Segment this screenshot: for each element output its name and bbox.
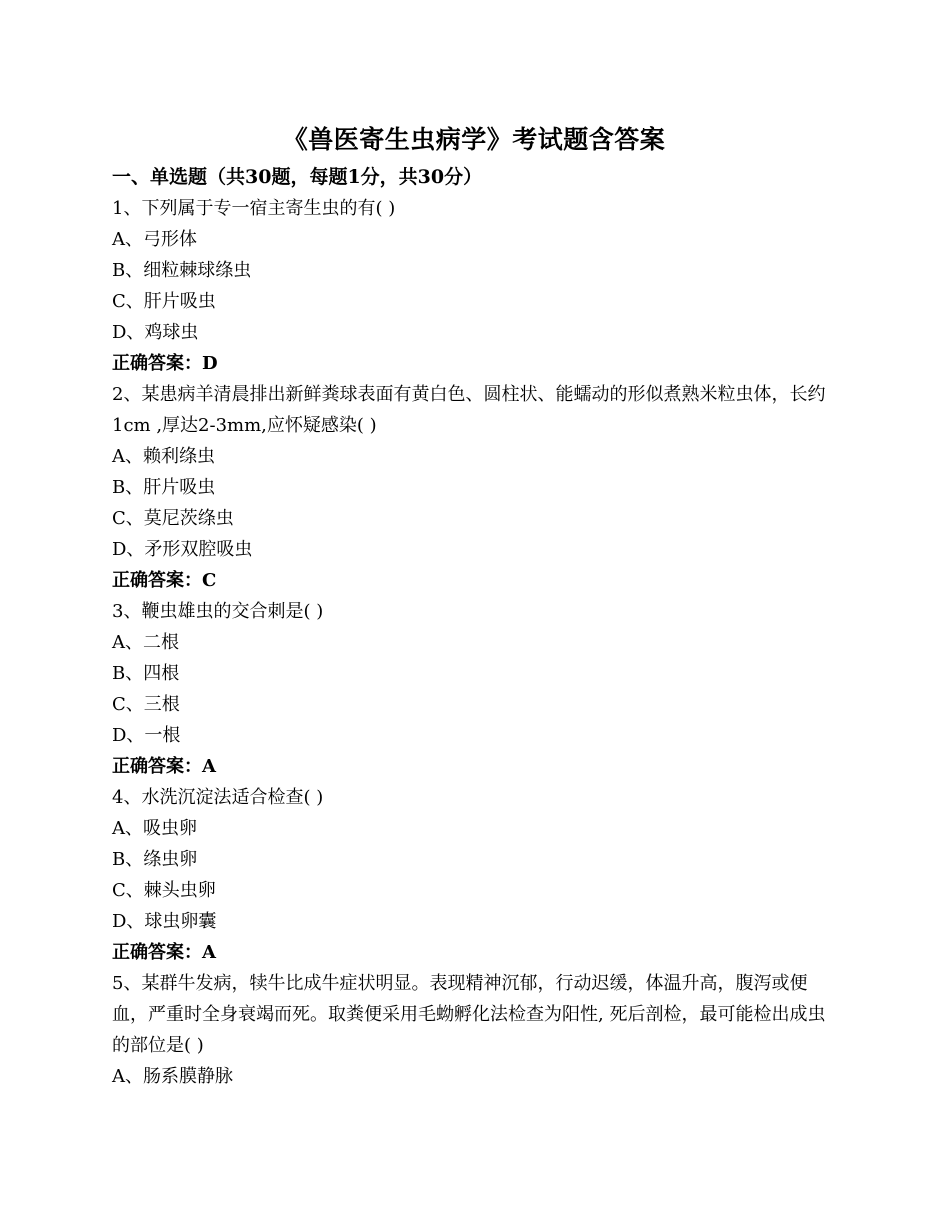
option-d: D、球虫卵囊: [112, 911, 217, 932]
option-c: C、棘头虫卵: [112, 880, 216, 901]
option-b: B、肝片吸虫: [112, 477, 216, 498]
option-b: B、四根: [112, 663, 180, 684]
option-d: D、矛形双腔吸虫: [112, 539, 253, 560]
option-a: A、二根: [112, 632, 179, 653]
option-c: C、三根: [112, 694, 180, 715]
option-a: A、吸虫卵: [112, 818, 197, 839]
option-a: A、赖利绦虫: [112, 446, 215, 467]
question-1: [112, 193, 836, 379]
question-stem: 4、水洗沉淀法适合检查( ): [112, 787, 324, 808]
correct-answer: 正确答案：A: [112, 942, 216, 963]
question-stem: 1、下列属于专一宿主寄生虫的有( ): [112, 198, 396, 219]
question-4: [112, 782, 836, 968]
option-c: C、肝片吸虫: [112, 291, 216, 312]
option-a: A、肠系膜静脉: [112, 1066, 233, 1087]
question-stem: 2、某患病羊清晨排出新鲜粪球表面有黄白色、圆柱状、能蠕动的形似煮熟米粒虫体，长约1cm ,厚达2-3mm,应怀疑感染( ): [112, 384, 826, 436]
option-b: B、细粒棘球绦虫: [112, 260, 252, 281]
correct-answer: 正确答案：C: [112, 570, 217, 591]
option-c: C、莫尼茨绦虫: [112, 508, 234, 529]
question-2: [112, 379, 836, 596]
option-a: A、弓形体: [112, 229, 197, 250]
option-d: D、一根: [112, 725, 181, 746]
question-3: [112, 596, 836, 782]
question-stem: 3、鞭虫雄虫的交合刺是( ): [112, 601, 324, 622]
option-d: D、鸡球虫: [112, 322, 199, 343]
option-b: B、绦虫卵: [112, 849, 198, 870]
question-stem: 5、某群牛发病，犊牛比成牛症状明显。表现精神沉郁，行动迟缓，体温升高，腹泻或便血，严重时全身衰竭而死。取粪便采用毛蚴孵化法检查为阳性, 死后剖检，最可能检出成虫的部位是( ): [112, 973, 826, 1056]
question-5: [112, 968, 836, 1092]
section-heading: 一、单选题（共30题，每题1分，共30分）: [112, 166, 483, 188]
correct-answer: 正确答案：A: [112, 756, 216, 777]
correct-answer: 正确答案：D: [112, 353, 218, 374]
document-title: 《兽医寄生虫病学》考试题含答案: [282, 125, 666, 154]
document-content: [112, 118, 836, 1092]
